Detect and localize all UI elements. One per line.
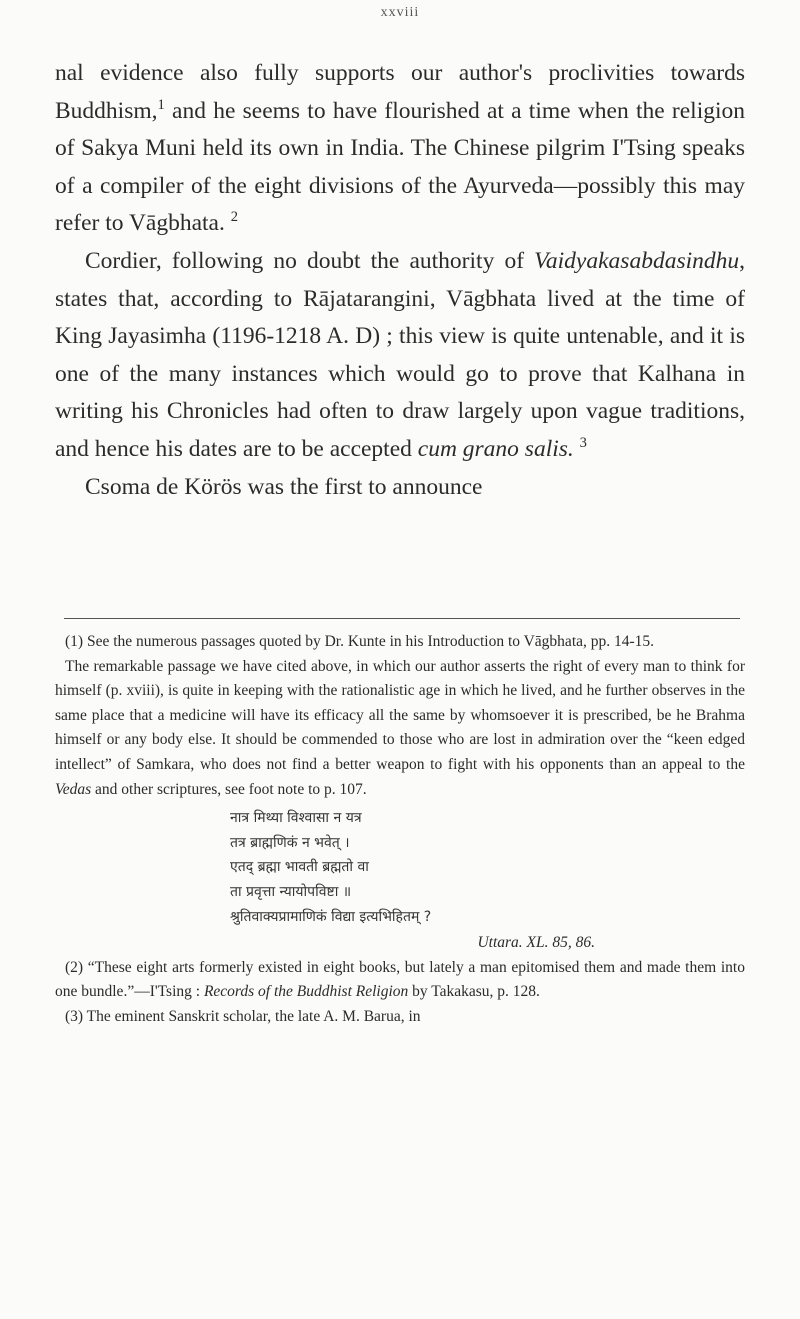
paragraph-1 bbox=[55, 55, 745, 243]
footnote-ref-3: 3 bbox=[579, 435, 587, 452]
page-number: xxviii bbox=[380, 5, 420, 20]
footnote-1-continued bbox=[55, 655, 745, 803]
paragraph-3: Csoma de Körös was the first to announce bbox=[85, 473, 483, 500]
vedas-title: Vedas bbox=[55, 780, 92, 798]
verse-line-1: नात्र मिथ्या विश्वासा न यत्र bbox=[230, 810, 362, 827]
verse-line-4: ता प्रवृत्ता न्यायोपविष्टा ॥ bbox=[230, 883, 352, 900]
footnote-2-tail: by Takakasu, p. 128. bbox=[408, 983, 540, 1001]
verse-source: Uttara. XL. 85, 86. bbox=[477, 934, 595, 952]
footnote-ref-1: 1 bbox=[157, 96, 165, 113]
footnotes bbox=[55, 630, 745, 1030]
records-title: Records of the Buddhist Religion bbox=[203, 983, 409, 1001]
paragraph-1-text-a: nal evidence also fully supports our author's proclivities towards Buddhism, bbox=[55, 60, 745, 124]
footnote-divider bbox=[64, 618, 740, 619]
paragraph-2 bbox=[55, 243, 745, 469]
sanskrit-verse bbox=[55, 806, 745, 929]
paragraph-2-text-b: , states that, according to Rājatarangini, Vāgbhata lived at the time of King Jayasimha (1196-1218 A. D) ; this view is quite untenable, and it is one of the many instances which would go to prove that Kalhana in writing his Chronicles had often to draw largely upon vague traditions, and hence his dates are to be accepted bbox=[55, 247, 745, 462]
verse-line-3: एतद् ब्रह्मा भावती ब्रह्मतो वा bbox=[230, 859, 369, 876]
main-text bbox=[55, 55, 745, 506]
footnote-2-text: (2) “These eight arts formerly existed in eight books, but lately a man epitomised them and made them into one bundle.”—I'Tsing : bbox=[55, 958, 745, 1001]
verse-line-5: श्रुतिवाक्यप्रामाणिकं विद्या इत्यभिहितम् ? bbox=[230, 908, 432, 925]
footnote-ref-2: 2 bbox=[230, 209, 239, 226]
latin-phrase: cum grano salis. bbox=[417, 435, 574, 462]
footnote-1-text-a: The remarkable passage we have cited above, in which our author asserts the right of every man to think for himself (p. xviii), is quite in keeping with the rationalistic age in which he lived, and he further observes in the same place that a medicine will have its efficacy all the same by whomsoever it is prescribed, be he Brahma himself or any body else. It should be commended to those who are lost in admiration over the “keen edged intellect” of Samkara, who does not find a better weapon to fight with his opponents than an appeal to the bbox=[55, 657, 745, 773]
book-title-vaidyaka: Vaidyakasabdasindhu bbox=[534, 247, 740, 274]
footnote-2 bbox=[55, 956, 745, 1005]
footnote-3: (3) The eminent Sanskrit scholar, the late A. M. Barua, in bbox=[65, 1007, 421, 1025]
verse-line-2: तत्र ब्राह्मणिकं न भवेत् । bbox=[230, 834, 350, 851]
paragraph-1-text-b: and he seems to have flourished at a time when the religion of Sakya Muni held its own in India. The Chinese pilgrim I'Tsing speaks of a compiler of the eight divisions of the Ayurveda—possibly this may refer to Vāgbhata. bbox=[55, 97, 745, 237]
footnote-1: (1) See the numerous passages quoted by Dr. Kunte in his Introduction to Vāgbhata, pp. 14-15. bbox=[65, 633, 655, 650]
footnote-1-text-b: and other scriptures, see foot note to p. 107. bbox=[91, 780, 367, 798]
paragraph-2-text-a: Cordier, following no doubt the authority of bbox=[85, 247, 535, 274]
